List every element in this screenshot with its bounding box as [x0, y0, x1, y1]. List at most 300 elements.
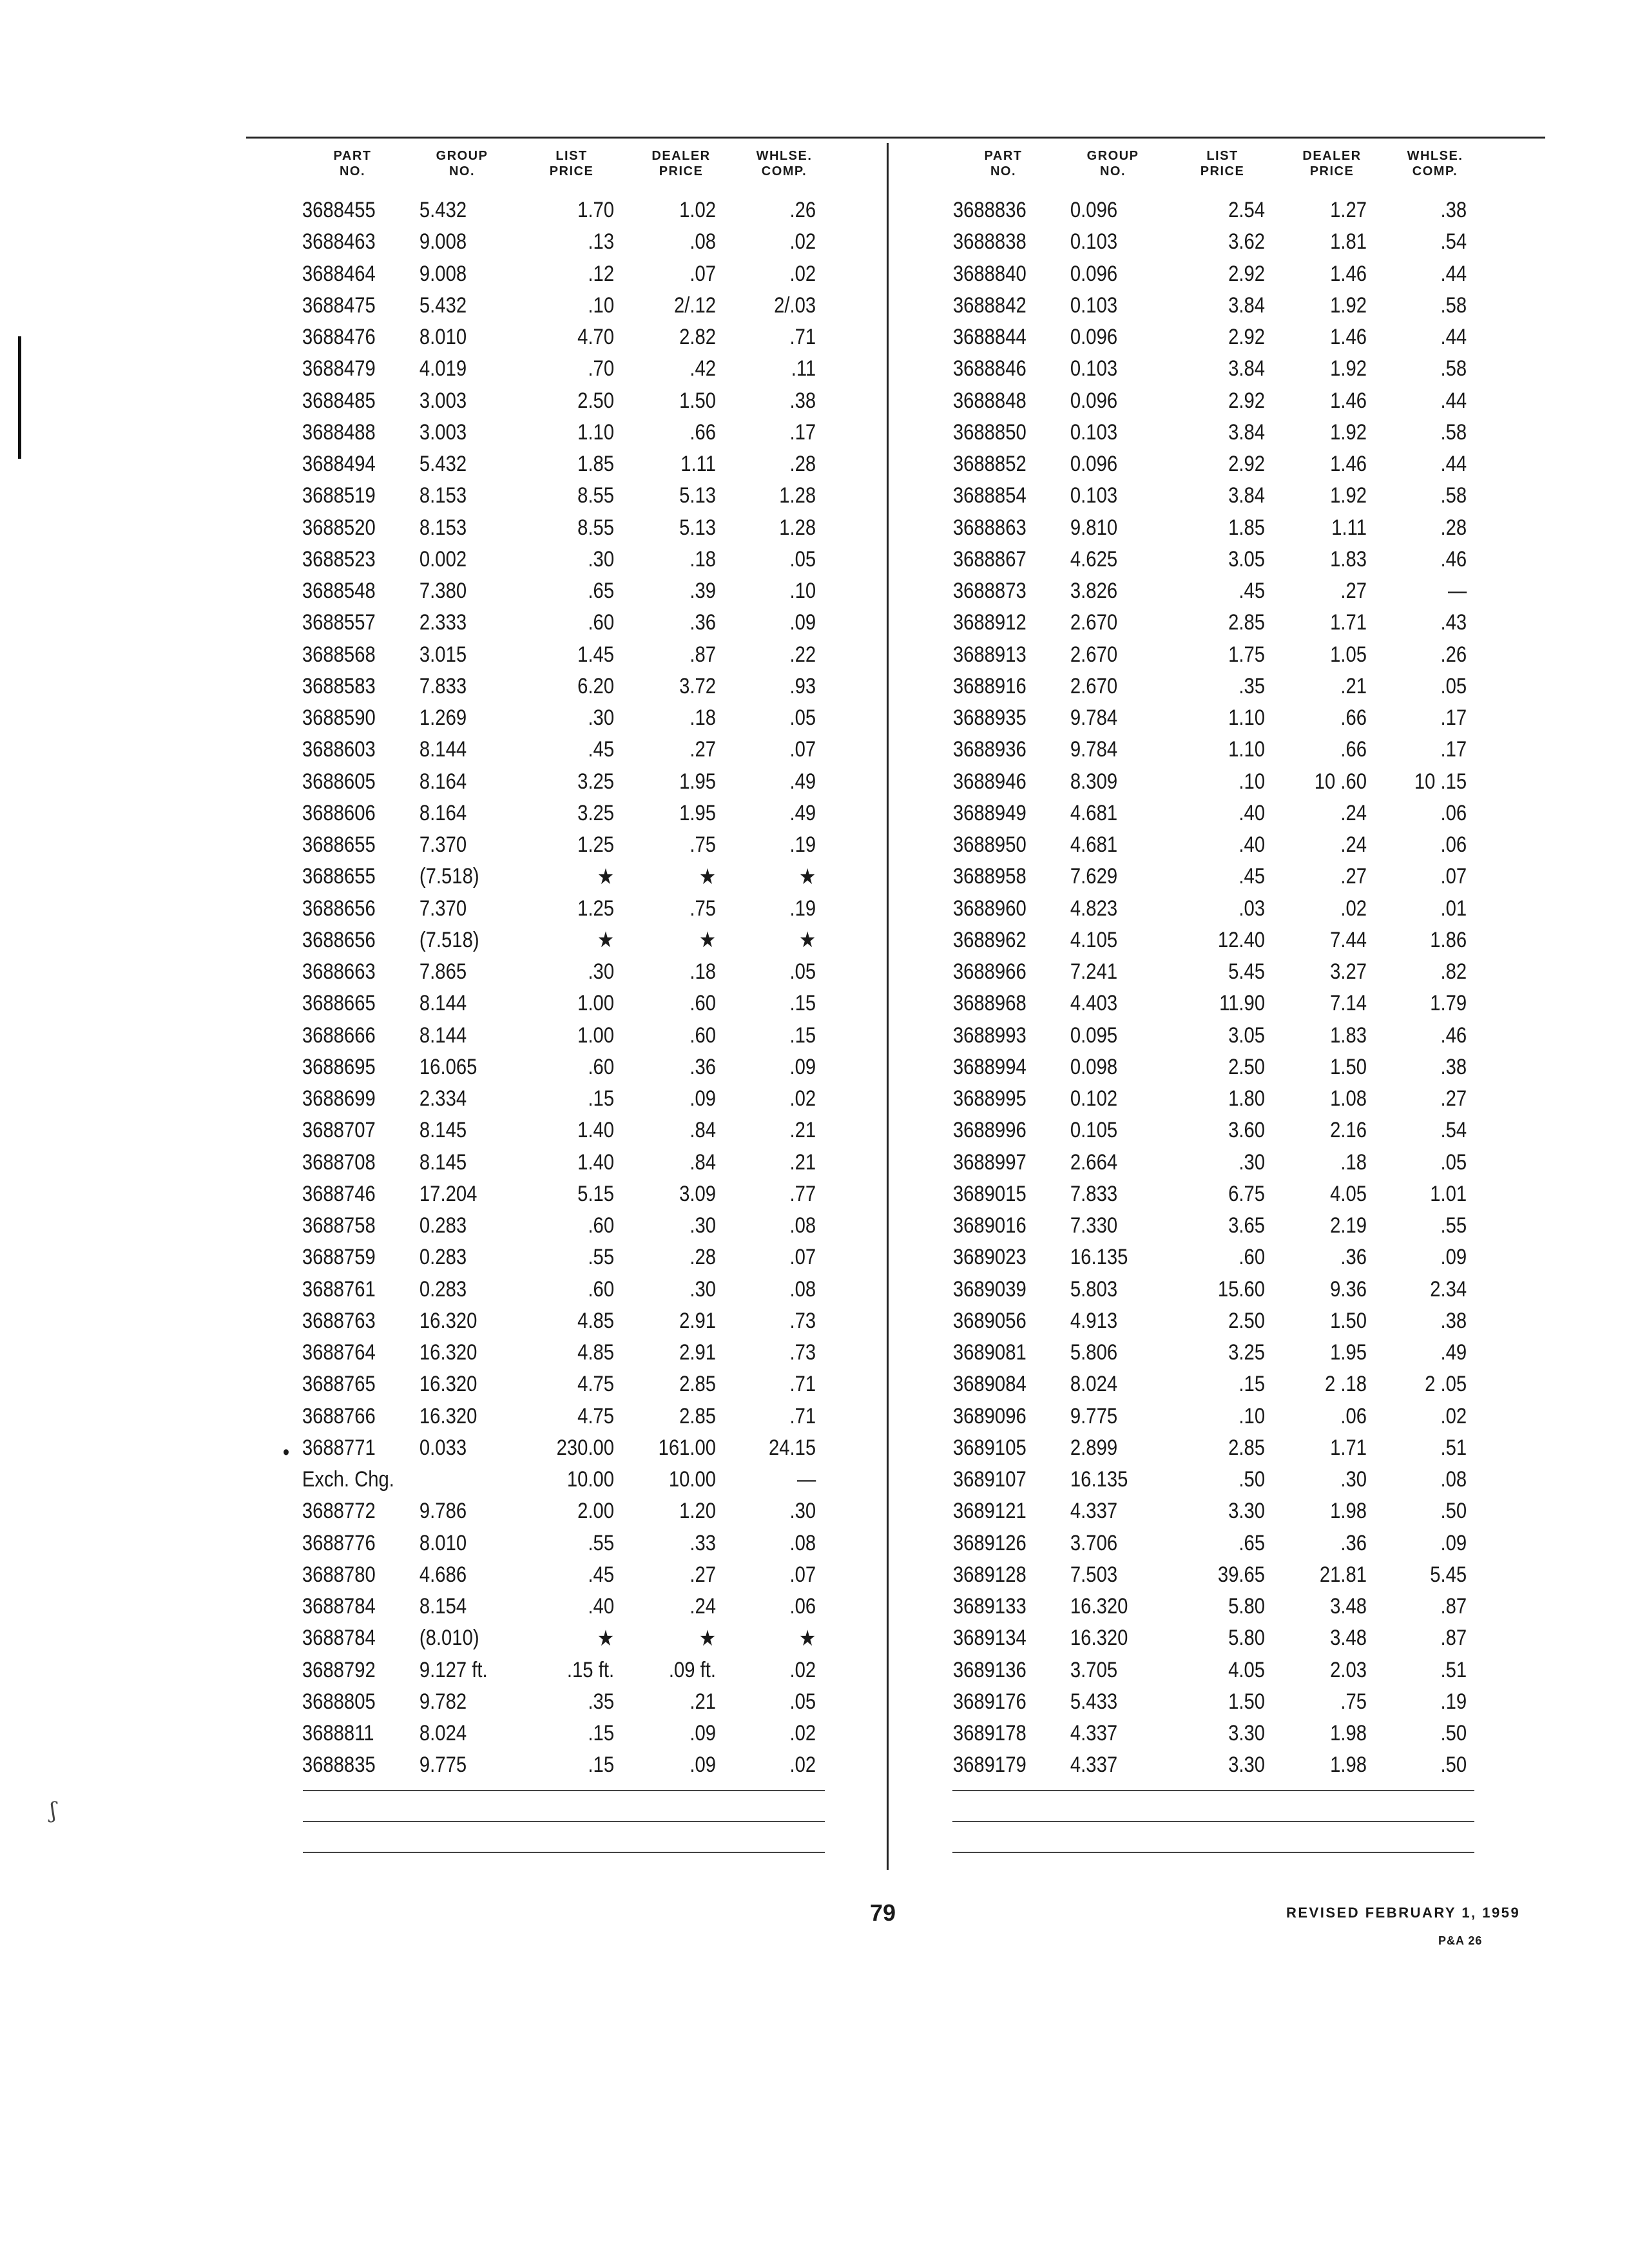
table-row: [298, 1528, 833, 1559]
header-dealer-price: DEALER PRICE: [1302, 149, 1362, 178]
dealer-price-cell: 2.16: [1330, 1118, 1367, 1143]
whlse-comp-cell: 1.79: [1430, 991, 1467, 1016]
table-row: [298, 480, 833, 512]
whlse-comp-cell: 2 .05: [1425, 1372, 1467, 1397]
part-no-cell: 3689128: [952, 1562, 1027, 1587]
part-no-cell: 3688656: [302, 896, 376, 921]
group-no-cell: 5.432: [419, 293, 467, 318]
table-row: [298, 734, 833, 765]
table-row: [298, 1718, 833, 1749]
list-price-cell: 3.84: [1228, 356, 1266, 381]
dealer-price-cell: 1.83: [1330, 546, 1367, 572]
table-row: [298, 893, 833, 925]
group-no-cell: (7.518): [419, 927, 479, 952]
whlse-comp-cell: .46: [1440, 546, 1467, 572]
group-no-cell: 9.775: [1070, 1403, 1118, 1428]
dealer-price-cell: .87: [689, 642, 717, 667]
right-table-body: [949, 195, 1483, 1782]
table-row: [949, 956, 1483, 988]
table-row: [949, 1083, 1483, 1115]
whlse-comp-cell: .05: [1440, 1149, 1467, 1175]
blank-entry-line: [303, 1790, 825, 1791]
list-price-cell: ★: [597, 928, 615, 953]
whlse-comp-cell: .08: [789, 1530, 816, 1555]
group-no-cell: 16.320: [1070, 1594, 1128, 1619]
list-price-cell: 1.00: [577, 1023, 615, 1048]
list-price-cell: .10: [1239, 1403, 1266, 1428]
part-no-cell: 3689107: [952, 1467, 1027, 1492]
group-no-cell: 2.334: [419, 1086, 467, 1111]
whlse-comp-cell: .05: [1440, 673, 1467, 698]
list-price-cell: 3.30: [1228, 1721, 1266, 1746]
table-row: [949, 1464, 1483, 1495]
part-no-cell: 3688935: [952, 706, 1027, 731]
dealer-price-cell: .18: [689, 706, 717, 731]
part-no-cell: 3688936: [952, 737, 1027, 762]
whlse-comp-cell: .87: [1440, 1594, 1467, 1619]
table-row: [298, 1591, 833, 1622]
group-no-cell: 9.784: [1070, 706, 1118, 731]
table-row: [949, 1337, 1483, 1369]
dealer-price-cell: .36: [1340, 1245, 1367, 1270]
column-divider: [887, 143, 889, 1870]
group-no-cell: 16.320: [419, 1308, 477, 1333]
part-no-cell: 3688846: [952, 356, 1027, 381]
whlse-comp-cell: .51: [1440, 1435, 1467, 1460]
dealer-price-cell: 1.83: [1330, 1023, 1367, 1048]
dealer-price-cell: .33: [689, 1530, 717, 1555]
blank-entry-line: [303, 1821, 825, 1822]
part-no-cell: 3688912: [952, 610, 1027, 635]
list-price-cell: .55: [588, 1245, 615, 1270]
whlse-comp-cell: .58: [1440, 356, 1467, 381]
part-no-cell: 3688663: [302, 959, 376, 985]
group-no-cell: 0.105: [1070, 1118, 1118, 1143]
group-no-cell: 7.833: [1070, 1181, 1118, 1206]
table-row: [949, 1369, 1483, 1400]
left-table-header: [298, 148, 833, 189]
whlse-comp-cell: .02: [789, 229, 816, 255]
table-row: [298, 1274, 833, 1305]
part-no-cell: 3688852: [952, 452, 1027, 477]
dealer-price-cell: 2.91: [679, 1308, 717, 1333]
part-no-cell: 3688464: [302, 261, 376, 286]
whlse-comp-cell: .07: [789, 1245, 816, 1270]
dealer-price-cell: 3.27: [1330, 959, 1367, 985]
table-row: [949, 639, 1483, 671]
dealer-price-cell: 3.09: [679, 1181, 717, 1206]
whlse-comp-cell: .26: [789, 198, 816, 223]
group-no-cell: 0.002: [419, 546, 467, 572]
list-price-cell: .15: [588, 1753, 615, 1778]
table-row: [298, 1083, 833, 1115]
part-no-cell: 3688485: [302, 388, 376, 413]
group-no-cell: 0.283: [419, 1213, 467, 1238]
table-row: [949, 1274, 1483, 1305]
list-price-cell: .10: [1239, 769, 1266, 794]
list-price-cell: .30: [588, 706, 615, 731]
part-no-cell: 3689023: [952, 1245, 1027, 1270]
whlse-comp-cell: .46: [1440, 1023, 1467, 1048]
group-no-cell: 8.153: [419, 515, 467, 540]
part-no-cell: 3689133: [952, 1594, 1027, 1619]
part-no-cell: 3688844: [952, 325, 1027, 350]
dealer-price-cell: 1.71: [1330, 610, 1367, 635]
list-price-cell: 1.25: [577, 832, 615, 858]
part-no-cell: 3688950: [952, 832, 1027, 858]
part-no-cell: 3688603: [302, 737, 376, 762]
table-row: [298, 1020, 833, 1052]
group-no-cell: 2.670: [1070, 610, 1118, 635]
list-price-cell: .30: [588, 546, 615, 572]
dealer-price-cell: .66: [1340, 706, 1367, 731]
dealer-price-cell: .18: [689, 959, 717, 985]
dealer-price-cell: 3.48: [1330, 1626, 1367, 1651]
dealer-price-cell: ★: [699, 1626, 717, 1651]
list-price-cell: 1.00: [577, 991, 615, 1016]
list-price-cell: .45: [1239, 579, 1266, 604]
table-row: [949, 766, 1483, 798]
group-no-cell: 3.826: [1070, 579, 1118, 604]
top-rule: [246, 137, 1545, 139]
part-no-cell: 3688776: [302, 1530, 376, 1555]
whlse-comp-cell: .87: [1440, 1626, 1467, 1651]
dealer-price-cell: 2.91: [679, 1340, 717, 1365]
header-part-no: PART NO.: [333, 149, 372, 178]
dealer-price-cell: .30: [1340, 1467, 1367, 1492]
table-row: [298, 1464, 833, 1495]
table-row: [949, 1495, 1483, 1527]
table-row: [298, 353, 833, 385]
list-price-cell: .30: [588, 959, 615, 985]
group-no-cell: 7.865: [419, 959, 467, 985]
table-row: [949, 607, 1483, 639]
whlse-comp-cell: .50: [1440, 1721, 1467, 1746]
group-no-cell: 9.786: [419, 1499, 467, 1524]
part-no-cell: 3688995: [952, 1086, 1027, 1111]
whlse-comp-cell: .49: [789, 800, 816, 825]
list-price-cell: 11.90: [1219, 991, 1266, 1016]
whlse-comp-cell: .77: [789, 1181, 816, 1206]
list-price-cell: 3.25: [577, 800, 615, 825]
whlse-comp-cell: .73: [789, 1308, 816, 1333]
group-no-cell: 3.705: [1070, 1657, 1118, 1682]
group-no-cell: 7.370: [419, 896, 467, 921]
dealer-price-cell: .21: [1340, 673, 1367, 698]
part-no-cell: 3688854: [952, 483, 1027, 508]
table-row: [298, 1305, 833, 1337]
list-price-cell: 2.50: [577, 388, 615, 413]
whlse-comp-cell: .28: [789, 452, 816, 477]
dealer-price-cell: .09: [689, 1086, 717, 1111]
table-row: [949, 353, 1483, 385]
list-price-cell: 1.75: [1228, 642, 1266, 667]
group-no-cell: 0.103: [1070, 356, 1118, 381]
dealer-price-cell: 1.98: [1330, 1499, 1367, 1524]
part-no-cell: 3688765: [302, 1372, 376, 1397]
group-no-cell: 9.784: [1070, 737, 1118, 762]
whlse-comp-cell: .17: [1440, 737, 1467, 762]
whlse-comp-cell: 10 .15: [1414, 769, 1467, 794]
list-price-cell: 8.55: [577, 515, 615, 540]
list-price-cell: 3.25: [1228, 1340, 1266, 1365]
header-whlse-comp: WHLSE. COMP.: [756, 149, 813, 178]
table-row: [298, 290, 833, 322]
blank-entry-line: [303, 1852, 825, 1853]
whlse-comp-cell: .02: [789, 261, 816, 286]
part-no-cell: 3688913: [952, 642, 1027, 667]
list-price-cell: .13: [588, 229, 615, 255]
table-row: [949, 1528, 1483, 1559]
dealer-price-cell: 1.27: [1330, 198, 1367, 223]
group-no-cell: 0.096: [1070, 261, 1118, 286]
group-no-cell: 17.204: [419, 1181, 477, 1206]
dealer-price-cell: 161.00: [658, 1435, 717, 1460]
part-no-cell: 3688695: [302, 1054, 376, 1079]
list-price-cell: .55: [588, 1530, 615, 1555]
group-no-cell: 8.144: [419, 737, 467, 762]
list-price-cell: 4.85: [577, 1340, 615, 1365]
part-no-cell: 3688946: [952, 769, 1027, 794]
whlse-comp-cell: .11: [791, 356, 816, 381]
whlse-comp-cell: .44: [1440, 452, 1467, 477]
dealer-price-cell: .36: [1340, 1530, 1367, 1555]
whlse-comp-cell: 1.01: [1430, 1181, 1467, 1206]
whlse-comp-cell: .71: [789, 1372, 816, 1397]
list-price-cell: 2.50: [1228, 1054, 1266, 1079]
list-price-cell: .60: [588, 610, 615, 635]
part-no-cell: 3688766: [302, 1403, 376, 1428]
dealer-price-cell: .66: [1340, 737, 1367, 762]
table-row: [949, 575, 1483, 607]
list-price-cell: 4.85: [577, 1308, 615, 1333]
part-no-cell: 3688758: [302, 1213, 376, 1238]
dealer-price-cell: 1.98: [1330, 1753, 1367, 1778]
whlse-comp-cell: .05: [789, 959, 816, 985]
group-no-cell: 7.330: [1070, 1213, 1118, 1238]
part-no-cell: 3689056: [952, 1308, 1027, 1333]
dealer-price-cell: .66: [689, 419, 717, 445]
table-row: [949, 1052, 1483, 1083]
list-price-cell: 3.25: [577, 769, 615, 794]
table-row: [282, 1432, 833, 1465]
group-no-cell: 8.144: [419, 991, 467, 1016]
group-no-cell: 16.320: [419, 1372, 477, 1397]
whlse-comp-cell: .05: [789, 1689, 816, 1714]
header-part-no: PART NO.: [984, 149, 1023, 178]
list-price-cell: .60: [1239, 1245, 1266, 1270]
list-price-cell: 1.70: [577, 198, 615, 223]
dealer-price-cell: 2 .18: [1325, 1372, 1367, 1397]
list-price-cell: 8.55: [577, 483, 615, 508]
part-no-cell: 3688707: [302, 1118, 376, 1143]
part-no-cell: 3688873: [952, 579, 1027, 604]
whlse-comp-cell: .71: [789, 1403, 816, 1428]
dealer-price-cell: 2/.12: [674, 293, 717, 318]
table-row: [298, 1559, 833, 1591]
group-no-cell: 8.010: [419, 1530, 467, 1555]
table-row: [298, 417, 833, 448]
part-no-cell: 3689039: [952, 1276, 1027, 1302]
dealer-price-cell: 1.20: [679, 1499, 717, 1524]
whlse-comp-cell: ★: [798, 864, 816, 889]
group-no-cell: 0.283: [419, 1245, 467, 1270]
dealer-price-cell: .27: [689, 737, 717, 762]
list-price-cell: .40: [1239, 832, 1266, 858]
table-row: [298, 544, 833, 575]
whlse-comp-cell: .02: [789, 1657, 816, 1682]
group-no-cell: 16.320: [1070, 1626, 1128, 1651]
list-price-cell: 1.40: [577, 1149, 615, 1175]
list-price-cell: 5.15: [577, 1181, 615, 1206]
table-row: [298, 258, 833, 290]
list-price-cell: 1.85: [577, 452, 615, 477]
list-price-cell: 15.60: [1217, 1276, 1266, 1302]
table-row: [949, 893, 1483, 925]
header-list-price: LIST PRICE: [1200, 149, 1245, 178]
header-dealer-price: DEALER PRICE: [651, 149, 711, 178]
whlse-comp-cell: .73: [789, 1340, 816, 1365]
table-row: [949, 1178, 1483, 1210]
dealer-price-cell: 1.81: [1330, 229, 1367, 255]
part-no-cell: 3688949: [952, 800, 1027, 825]
table-row: [949, 385, 1483, 417]
part-no-cell: 3688772: [302, 1499, 376, 1524]
list-price-cell: .30: [1239, 1149, 1266, 1175]
whlse-comp-cell: .54: [1440, 1118, 1467, 1143]
group-no-cell: 4.105: [1070, 927, 1118, 952]
table-row: [949, 322, 1483, 353]
whlse-comp-cell: .44: [1440, 388, 1467, 413]
group-no-cell: 7.629: [1070, 864, 1118, 889]
dealer-price-cell: .84: [689, 1118, 717, 1143]
dealer-price-cell: .39: [689, 579, 717, 604]
list-price-cell: .35: [1239, 673, 1266, 698]
dealer-price-cell: .18: [689, 546, 717, 572]
table-row: [298, 607, 833, 639]
part-no-cell: 3688842: [952, 293, 1027, 318]
dealer-price-cell: .24: [1340, 800, 1367, 825]
whlse-comp-cell: .19: [789, 896, 816, 921]
blank-entry-line: [952, 1790, 1474, 1791]
dealer-price-cell: .84: [689, 1149, 717, 1175]
part-no-cell: 3689121: [952, 1499, 1027, 1524]
whlse-comp-cell: .19: [789, 832, 816, 858]
part-no-cell: 3688655: [302, 832, 376, 858]
list-price-cell: ★: [597, 864, 615, 889]
whlse-comp-cell: 2/.03: [774, 293, 816, 318]
header-group-no: GROUP NO.: [436, 149, 488, 178]
margin-hook-mark: ʃ: [50, 1798, 57, 1823]
group-no-cell: 8.154: [419, 1594, 467, 1619]
dealer-price-cell: .42: [689, 356, 717, 381]
list-price-cell: 1.80: [1228, 1086, 1266, 1111]
part-no-cell: 3688997: [952, 1149, 1027, 1175]
list-price-cell: 12.40: [1217, 927, 1266, 952]
table-row: [298, 226, 833, 258]
dealer-price-cell: .06: [1340, 1403, 1367, 1428]
list-price-cell: 3.84: [1228, 483, 1266, 508]
part-no-cell: 3688968: [952, 991, 1027, 1016]
whlse-comp-cell: .44: [1440, 325, 1467, 350]
part-no-cell: 3688863: [952, 515, 1027, 540]
group-no-cell: 2.670: [1070, 673, 1118, 698]
dealer-price-cell: 1.46: [1330, 388, 1367, 413]
group-no-cell: 7.370: [419, 832, 467, 858]
part-no-cell: 3688665: [302, 991, 376, 1016]
part-no-cell: 3689084: [952, 1372, 1027, 1397]
part-no-cell: 3688867: [952, 546, 1027, 572]
dealer-price-cell: 5.13: [679, 515, 717, 540]
part-no-cell: 3688476: [302, 325, 376, 350]
part-no-cell: 3688811: [302, 1721, 374, 1746]
part-no-cell: 3688763: [302, 1308, 376, 1333]
dealer-price-cell: .18: [1340, 1149, 1367, 1175]
group-no-cell: 9.008: [419, 261, 467, 286]
dealer-price-cell: 1.46: [1330, 261, 1367, 286]
dealer-price-cell: .09: [689, 1721, 717, 1746]
part-no-cell: 3688994: [952, 1054, 1027, 1079]
dealer-price-cell: 9.36: [1330, 1276, 1367, 1302]
dealer-price-cell: .36: [689, 1054, 717, 1079]
table-row: [298, 702, 833, 734]
group-no-cell: 4.913: [1070, 1308, 1118, 1333]
part-no-cell: 3688958: [952, 864, 1027, 889]
part-no-cell: 3688523: [302, 546, 376, 572]
whlse-comp-cell: .55: [1440, 1213, 1467, 1238]
dealer-price-cell: .08: [689, 229, 717, 255]
group-no-cell: 16.065: [419, 1054, 477, 1079]
dealer-price-cell: ★: [699, 928, 717, 953]
whlse-comp-cell: .01: [1440, 896, 1467, 921]
part-no-cell: 3688548: [302, 579, 376, 604]
part-no-cell: 3688792: [302, 1657, 376, 1682]
table-row: [949, 1655, 1483, 1686]
whlse-comp-cell: .05: [789, 546, 816, 572]
group-no-cell: 1.269: [419, 706, 467, 731]
list-price-cell: 39.65: [1217, 1562, 1266, 1587]
table-row: [298, 1242, 833, 1273]
whlse-comp-cell: .21: [789, 1118, 816, 1143]
part-no-cell: 3688606: [302, 800, 376, 825]
list-price-cell: .70: [588, 356, 615, 381]
whlse-comp-cell: 2.34: [1430, 1276, 1467, 1302]
part-no-cell: 3688764: [302, 1340, 376, 1365]
group-no-cell: 3.015: [419, 642, 467, 667]
table-row: [298, 639, 833, 671]
header-group-no: GROUP NO.: [1086, 149, 1139, 178]
whlse-comp-cell: 1.28: [779, 515, 816, 540]
header-list-price: LIST PRICE: [549, 149, 594, 178]
group-no-cell: 4.337: [1070, 1499, 1118, 1524]
part-no-cell: 3689105: [952, 1435, 1027, 1460]
list-price-cell: .60: [588, 1276, 615, 1302]
dealer-price-cell: .75: [689, 832, 717, 858]
part-no-cell: 3688666: [302, 1023, 376, 1048]
list-price-cell: 2.92: [1228, 452, 1266, 477]
group-no-cell: 8.164: [419, 800, 467, 825]
whlse-comp-cell: .21: [789, 1149, 816, 1175]
group-no-cell: 0.103: [1070, 229, 1118, 255]
part-no-cell: 3688568: [302, 642, 376, 667]
table-row: [949, 1115, 1483, 1146]
group-no-cell: 0.103: [1070, 483, 1118, 508]
table-row: [949, 544, 1483, 575]
list-price-cell: .15: [588, 1721, 615, 1746]
group-no-cell: 16.320: [419, 1403, 477, 1428]
group-no-cell: 7.833: [419, 673, 467, 698]
part-no-cell: 3688962: [952, 927, 1027, 952]
